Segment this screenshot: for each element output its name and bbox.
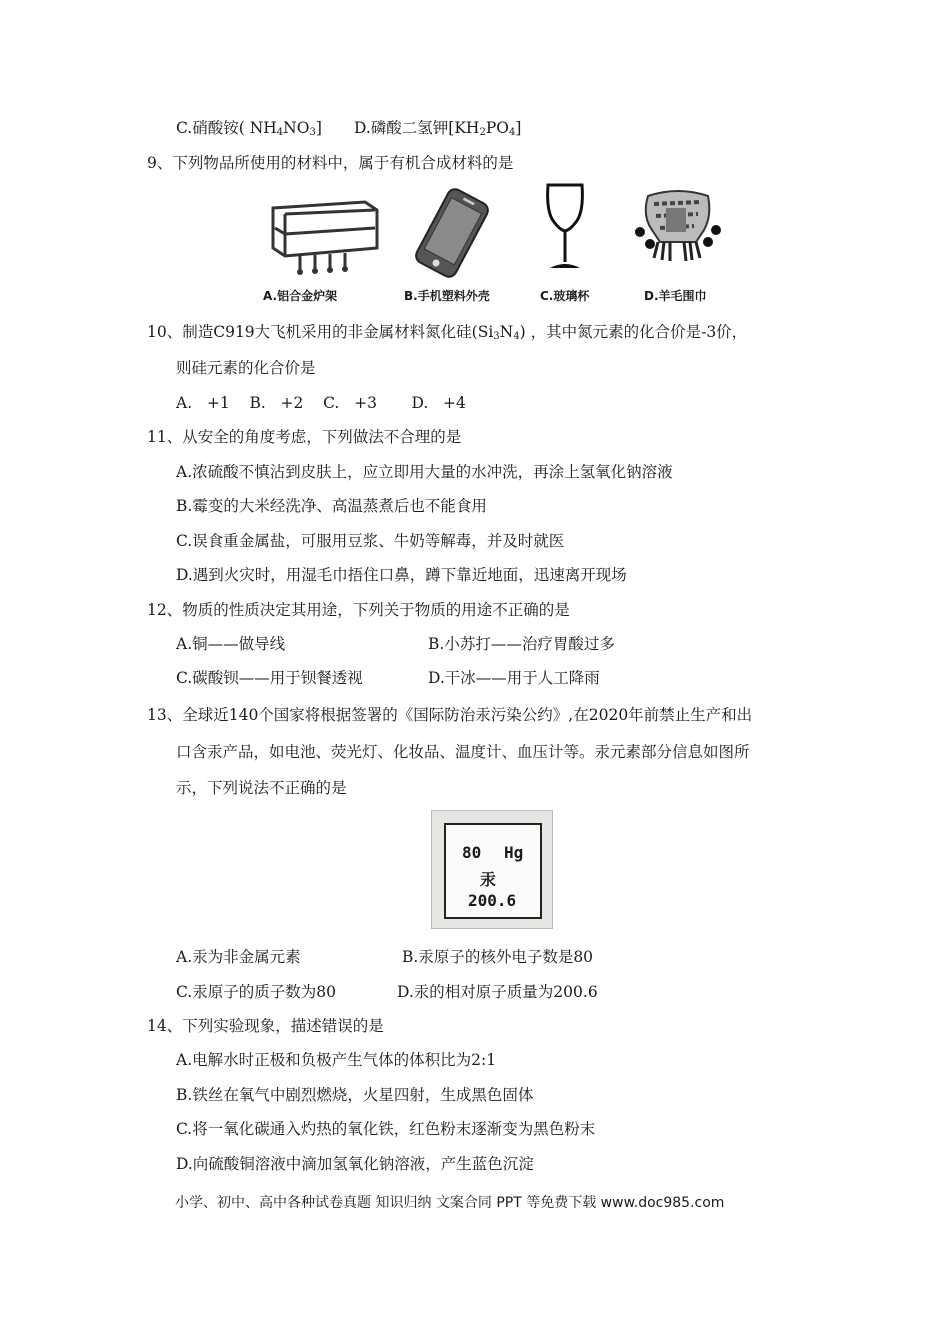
q14-stem: 14、下列实验现象，描述错误的是	[147, 1017, 384, 1035]
q13-option-b: B.汞原子的核外电子数是80	[402, 948, 594, 966]
q9-caption-c: C.玻璃杯	[540, 289, 590, 303]
q13-stem-line3: 示，下列说法不正确的是	[176, 779, 347, 797]
element-card-figure	[431, 810, 553, 929]
q11-option-c: C.误食重金属盐，可服用豆浆、牛奶等解毒，并及时就医	[176, 532, 565, 550]
q11-option-a: A.浓硫酸不慎沾到皮肤上，应立即用大量的水冲洗，再涂上氢氧化钠溶液	[176, 463, 673, 481]
q10-stem-line2: 则硅元素的化合价是	[176, 359, 316, 377]
q13-option-c: C.汞原子的质子数为80	[176, 983, 336, 1001]
q14-option-c: C.将一氧化碳通入灼热的氧化铁，红色粉末逐渐变为黑色粉末	[176, 1120, 596, 1138]
q9-stem: 9、下列物品所使用的材料中，属于有机合成材料的是	[147, 154, 514, 172]
q11-option-b: B.霉变的大米经洗净、高温蒸煮后也不能食用	[176, 497, 487, 515]
q14-option-a: A.电解水时正极和负极产生气体的体积比为2:1	[176, 1051, 497, 1069]
element-name: 汞	[480, 870, 497, 889]
q8-option-d: D.磷酸二氢钾$[KH_2PO_4]$	[354, 119, 522, 138]
q13-stem-line1: 13、全球近140个国家将根据签署的《国际防治汞污染公约》,在2020年前禁止生产和出	[147, 706, 753, 724]
q13-option-a: A.汞为非金属元素	[176, 948, 301, 966]
q12-option-d: D.干冰——用于人工降雨	[428, 669, 600, 687]
wine-glass-icon	[540, 182, 590, 274]
q12-option-c: C.碳酸钡——用于钡餐透视	[176, 669, 363, 687]
footer-watermark: 小学、初中、高中各种试卷真题 知识归纳 文案合同 PPT 等免费下载 www.doc985.com	[175, 1195, 725, 1211]
q9-caption-d: D.羊毛围巾	[644, 289, 707, 303]
scarf-icon	[630, 186, 725, 268]
q11-option-d: D.遇到火灾时，用湿毛巾捂住口鼻，蹲下靠近地面，迅速离开现场	[176, 566, 627, 584]
stove-rack-icon	[265, 198, 380, 278]
q12-option-b: B.小苏打——治疗胃酸过多	[428, 635, 615, 653]
q10-options: A. +1 B. +2 C. +3 D. +4	[176, 394, 466, 412]
q10-stem: 10、制造C919大飞机采用的非金属材料氮化硅$(Si_3N_4)$ ，其中氮元素的化合价是-3价，	[147, 323, 748, 342]
q8-option-c: C.硝酸铵( $NH_4NO_3$]	[176, 119, 322, 138]
q9-caption-a: A.铝合金炉架	[263, 289, 338, 303]
q13-stem-line2: 口含汞产品，如电池、荧光灯、化妆品、温度计、血压计等。汞元素部分信息如图所	[176, 743, 750, 761]
q9-caption-b: B.手机塑料外壳	[404, 289, 490, 303]
atomic-mass: 200.6	[468, 891, 517, 910]
q12-stem: 12、物质的性质决定其用途，下列关于物质的用途不正确的是	[147, 601, 570, 619]
element-symbol: Hg	[504, 843, 524, 862]
q13-option-d: D.汞的相对原子质量为200.6	[397, 983, 598, 1001]
element-card	[444, 823, 542, 919]
q14-option-d: D.向硫酸铜溶液中滴加氢氧化钠溶液，产生蓝色沉淀	[176, 1155, 534, 1173]
q12-option-a: A.铜——做导线	[176, 635, 286, 653]
atomic-number: 80	[462, 843, 482, 862]
q11-stem: 11、从安全的角度考虑，下列做法不合理的是	[147, 428, 462, 446]
phone-icon	[410, 188, 495, 278]
q14-option-b: B.铁丝在氧气中剧烈燃烧，火星四射，生成黑色固体	[176, 1086, 534, 1104]
